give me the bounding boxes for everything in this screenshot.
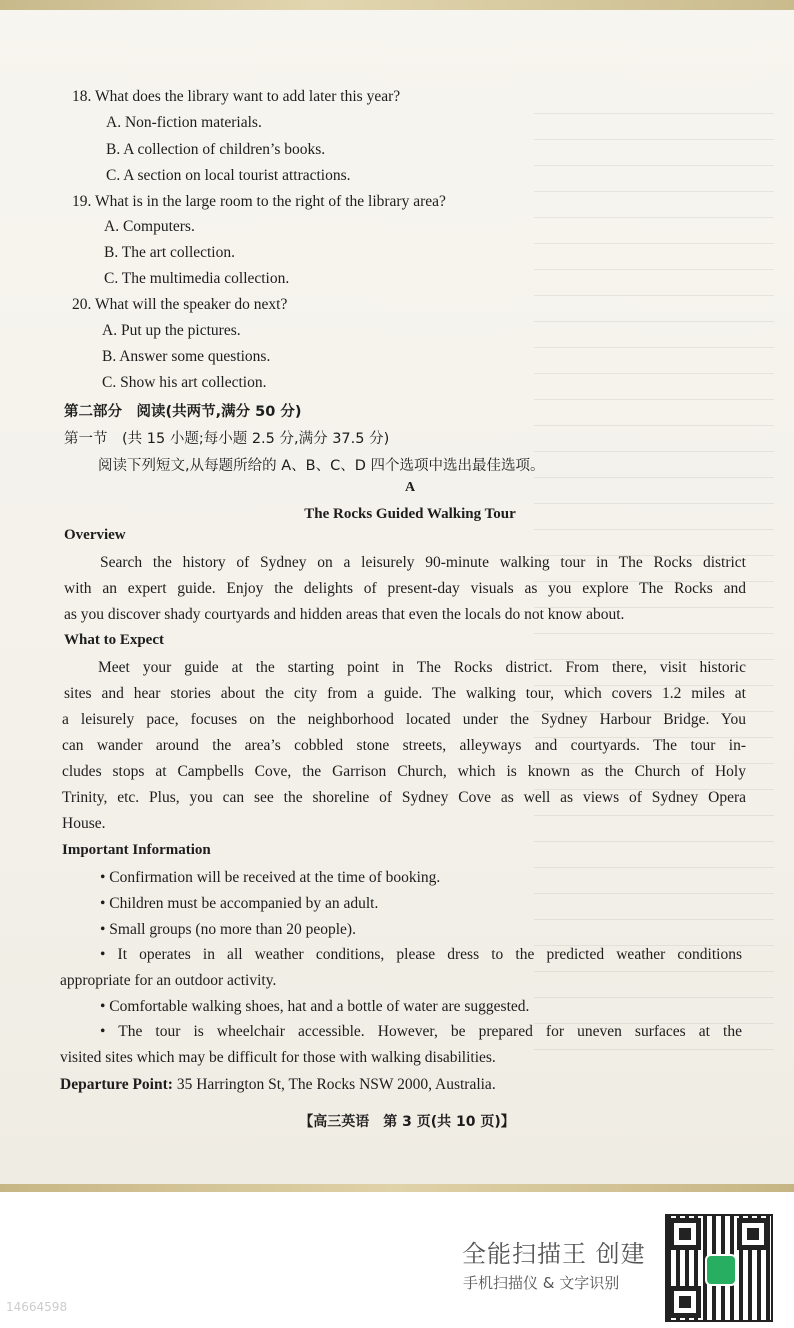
part-title: 第二部分 阅读(共两节,满分 50 分) (64, 404, 302, 420)
info-line-7: • The tour is wheelchair accessible. However, be prepared for uneven surfaces at the (100, 1023, 742, 1040)
passage-letter: A (404, 480, 416, 495)
instruction: 阅读下列短文,从每题所给的 A、B、C、D 四个选项中选出最佳选项。 (98, 458, 545, 474)
departure-label: Departure Point: (60, 1076, 173, 1093)
expect-line-3: a leisurely pace, focuses on the neighborhood located under the Sydney Harbour Bridge. You (62, 711, 746, 728)
expect-line-4: can wander around the area’s cobbled stone streets, alleyways and courtyards. The tour in- (62, 737, 746, 754)
scanner-badge-icon (705, 1254, 737, 1286)
question-18-option-b: B. A collection of children’s books. (106, 141, 326, 158)
expect-line-2: sites and hear stories about the city from a guide. The walking tour, which covers 1.2 miles at (64, 685, 746, 702)
question-20-option-c: C. Show his art collection. (102, 374, 267, 391)
qr-code-icon (665, 1214, 773, 1322)
expect-heading: What to Expect (64, 632, 164, 648)
question-20-option-a: A. Put up the pictures. (102, 322, 241, 339)
info-line-5: appropriate for an outdoor activity. (60, 972, 277, 989)
question-20-stem: 20. What will the speaker do next? (72, 296, 288, 313)
document-id: 14664598 (6, 1300, 68, 1314)
info-line-2: • Children must be accompanied by an adult. (100, 895, 379, 912)
info-line-1: • Confirmation will be received at the time of booking. (100, 869, 441, 886)
overview-line-2: with an expert guide. Enjoy the delights of present-day visuals as you explore The Rocks and (64, 580, 746, 597)
departure-point (60, 1076, 496, 1094)
question-19-option-a: A. Computers. (104, 218, 195, 235)
info-line-3: • Small groups (no more than 20 people). (100, 921, 356, 938)
overview-line-1: Search the history of Sydney on a leisurely 90-minute walking tour in The Rocks district (100, 554, 746, 571)
qr-finder-icon (737, 1218, 769, 1250)
question-18-stem: 18. What does the library want to add later this year? (72, 88, 401, 105)
question-18-option-c: C. A section on local tourist attractions. (106, 167, 351, 184)
info-line-4: • It operates in all weather conditions, please dress to the predicted weather conditions (100, 946, 742, 963)
info-heading: Important Information (62, 842, 211, 858)
question-19-option-c: C. The multimedia collection. (104, 270, 290, 287)
expect-line-6: Trinity, etc. Plus, you can see the shoreline of Sydney Cove as well as views of Sydney Opera (62, 789, 746, 806)
sub-title: 第一节 (共 15 小题;每小题 2.5 分,满分 37.5 分) (64, 431, 390, 447)
question-20-option-b: B. Answer some questions. (102, 348, 271, 365)
expect-line-1: Meet your guide at the starting point in The Rocks district. From there, visit historic (98, 659, 746, 676)
qr-finder-icon (669, 1218, 701, 1250)
overview-line-3: as you discover shady courtyards and hidden areas that even the locals do not know about. (64, 606, 625, 623)
question-19-stem: 19. What is in the large room to the right of the library area? (72, 193, 446, 210)
passage-title: The Rocks Guided Walking Tour (304, 506, 516, 522)
info-line-6: • Comfortable walking shoes, hat and a bottle of water are suggested. (100, 998, 530, 1015)
expect-line-5: cludes stops at Campbells Cove, the Garrison Church, which is known as the Church of Holy (62, 763, 746, 780)
info-line-8: visited sites which may be difficult for those with walking disabilities. (60, 1049, 496, 1066)
expect-line-7: House. (62, 815, 106, 832)
page-footer: 【高三英语 第 3 页(共 10 页)】 (299, 1114, 515, 1130)
question-18-option-a: A. Non-fiction materials. (106, 114, 262, 131)
qr-finder-icon (669, 1286, 701, 1318)
question-19-option-b: B. The art collection. (104, 244, 235, 261)
departure-value: 35 Harrington St, The Rocks NSW 2000, Australia. (172, 1076, 496, 1093)
scanner-brand: 全能扫描王 创建 (462, 1240, 646, 1268)
overview-heading: Overview (64, 527, 126, 543)
scanner-subtitle: 手机扫描仪 & 文字识别 (463, 1274, 620, 1292)
